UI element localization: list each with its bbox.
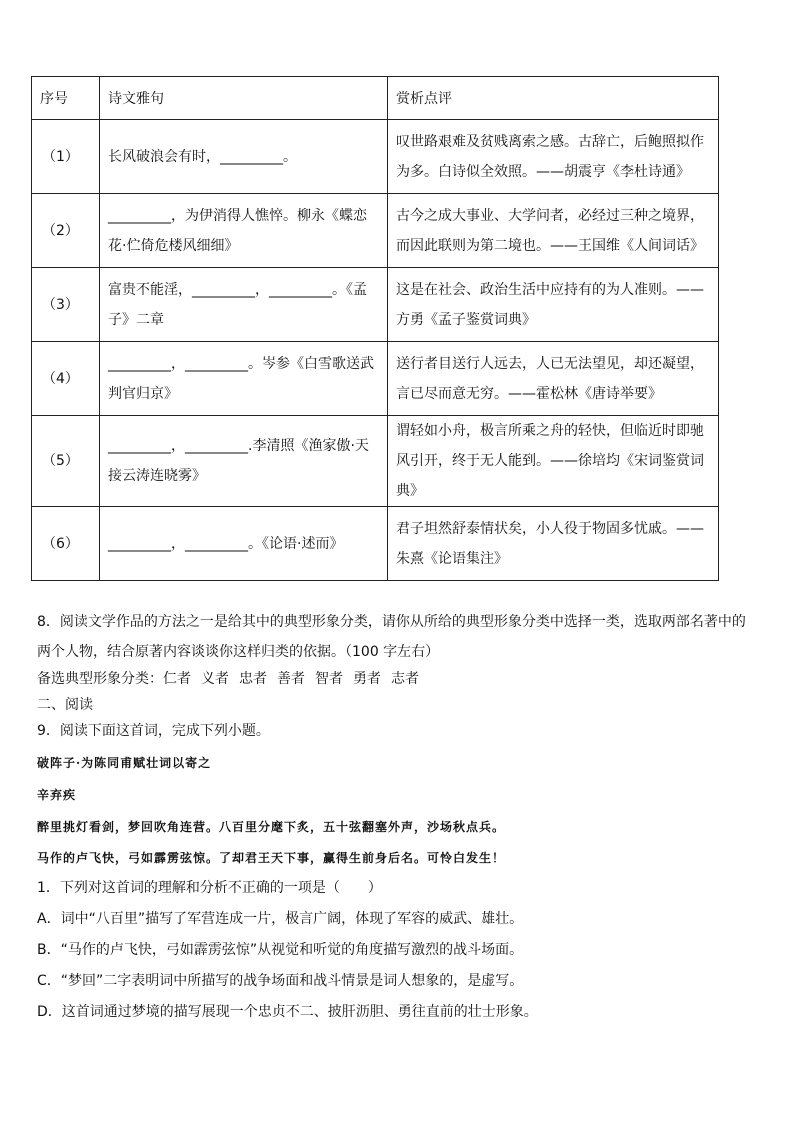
header-cell-number: 序号 xyxy=(32,77,100,120)
category-item: 志者 xyxy=(391,671,419,687)
option-d: D．这首词通过梦境的描写展现一个忠贞不二、披肝沥胆、勇往直前的壮士形象。 xyxy=(37,1004,538,1020)
row-verse: _________，为伊消得人憔悴。柳永《蝶恋花·伫倚危楼风细细》 xyxy=(100,194,388,268)
poem-author: 辛弃疾 xyxy=(37,788,77,802)
header-cell-verse: 诗文雅句 xyxy=(100,77,388,120)
row-number: （6） xyxy=(32,507,100,581)
row-number: （3） xyxy=(32,268,100,342)
section-heading: 二、阅读 xyxy=(37,697,93,713)
row-verse: 长风破浪会有时，_________。 xyxy=(100,120,388,194)
poem-title: 破阵子·为陈同甫赋壮词以寄之 xyxy=(37,756,212,770)
row-comment: 君子坦然舒泰情状矣，小人役于物固多忧戚。——朱熹《论语集注》 xyxy=(388,507,719,581)
poem-line: 醉里挑灯看剑，梦回吹角连营。八百里分麾下炙，五十弦翻塞外声，沙场秋点兵。 xyxy=(37,820,506,834)
row-number: （5） xyxy=(32,416,100,507)
row-verse: _________，_________.李清照《渔家傲·天接云涛连晓雾》 xyxy=(100,416,388,507)
table-row xyxy=(32,507,719,581)
row-verse: _________，_________。岑参《白雪歌送武判官归京》 xyxy=(100,342,388,416)
poem-line: 马作的卢飞快，弓如霹雳弦惊。了却君王天下事，赢得生前身后名。可怜白发生！ xyxy=(37,851,506,865)
row-number: （4） xyxy=(32,342,100,416)
table-row xyxy=(32,416,719,507)
row-comment: 这是在社会、政治生活中应持有的为人准则。——方勇《孟子鉴赏词典》 xyxy=(388,268,719,342)
header-cell-comment: 赏析点评 xyxy=(388,77,719,120)
category-label: 备选典型形象分类： xyxy=(37,671,163,687)
row-comment: 叹世路艰难及贫贱离索之感。古辞亡，后鲍照拟作为多。白诗似全效照。——胡震亨《李杜诗通》 xyxy=(388,120,719,194)
category-options xyxy=(37,668,759,690)
table-row xyxy=(32,194,719,268)
category-item: 义者 xyxy=(201,671,229,687)
option-c: C．“梦回”二字表明词中所描写的战争场面和战斗情景是词人想象的，是虚写。 xyxy=(37,973,524,989)
row-comment: 谓轻如小舟，极言所乘之舟的轻快，但临近时即驰风引开，终于无人能到。——徐培均《宋词鉴赏词典》 xyxy=(388,416,719,507)
row-verse: _________，_________。《论语·述而》 xyxy=(100,507,388,581)
table-row xyxy=(32,120,719,194)
category-item: 勇者 xyxy=(353,671,381,687)
table-row xyxy=(32,268,719,342)
row-comment: 古今之成大事业、大学问者，必经过三种之境界，而因此联则为第二境也。——王国维《人间词话》 xyxy=(388,194,719,268)
category-item: 忠者 xyxy=(239,671,267,687)
category-item: 智者 xyxy=(315,671,343,687)
row-comment: 送行者目送行人远去，人已无法望见，却还凝望，言已尽而意无穷。——霍松林《唐诗举要》 xyxy=(388,342,719,416)
row-verse: 富贵不能淫，_________，_________。《孟子》二章 xyxy=(100,268,388,342)
option-b: B．“马作的卢飞快，弓如霹雳弦惊”从视觉和听觉的角度描写激烈的战斗场面。 xyxy=(37,942,524,958)
table-header-row xyxy=(32,77,719,120)
question-9-intro: 9．阅读下面这首词，完成下列小题。 xyxy=(37,723,270,739)
row-number: （1） xyxy=(32,120,100,194)
option-a: A．词中“八百里”描写了军营连成一片，极言广阔，体现了军容的威武、雄壮。 xyxy=(37,911,524,927)
sub-question-1: 1．下列对这首词的理解和分析不正确的一项是（ ） xyxy=(37,880,382,896)
table-row xyxy=(32,342,719,416)
category-item: 仁者 xyxy=(163,671,191,687)
category-item: 善者 xyxy=(277,671,305,687)
poetry-table xyxy=(31,76,719,581)
row-number: （2） xyxy=(32,194,100,268)
question-8-text: 8．阅读文学作品的方法之一是给其中的典型形象分类，请你从所给的典型形象分类中选择一类，选取两部名著中的两个人物，结合原著内容谈谈你这样归类的依据。（100 字左右） xyxy=(37,614,746,660)
